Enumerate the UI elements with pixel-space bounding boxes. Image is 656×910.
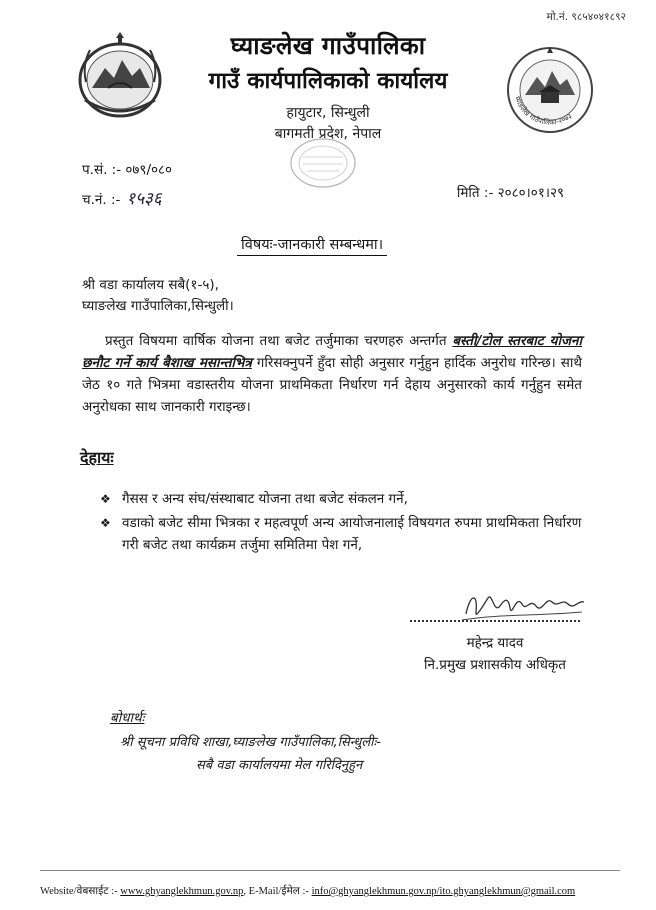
email-link[interactable]: info@ghyanglekhmun.gov.np/ito.ghyanglekhmun@gmail.com [311, 886, 576, 897]
signatory-title: नि.प्रमुख प्रशासकीय अधिकृत [423, 657, 566, 673]
dehay-heading: देहायः [80, 448, 114, 467]
logo-caption: घ्याङलेख गाउँपालिका-२०७३ [513, 95, 574, 127]
signature-line [410, 620, 580, 622]
body-paragraph [82, 330, 582, 418]
list-item-text: वडाको बजेट सीमा भित्रका र महत्वपूर्ण अन्य आयोजनालाई विषयगत रुपमा प्राथमिकता निर्धारण गरी बजेट तथा कार्यक्रम तर्जुमा समितिमा पेश गर्ने, [122, 515, 582, 553]
diamond-bullet-icon: ❖ [100, 492, 111, 506]
signatory-name: महेन्द्र यादव [466, 635, 524, 651]
list-item [100, 488, 590, 510]
recipient-line-1: श्री वडा कार्यालय सबै(१-५), [82, 277, 219, 293]
office-title: घ्याङलेख गाउँपालिका [230, 31, 426, 60]
paragraph-part-1: प्रस्तुत विषयमा वार्षिक योजना तथा बजेट तर्जुमाका चरणहरु अन्तर्गत [105, 333, 453, 349]
address-line-1: हायुटार, सिन्धुली [286, 105, 370, 121]
letter-date: मिति :- २०८०।०१।२९ [456, 185, 564, 201]
dispatch-label: च.नं. :- [82, 192, 121, 208]
diamond-bullet-icon: ❖ [100, 516, 111, 530]
office-stamp-icon [289, 137, 357, 189]
cc-label: बोधार्थः [110, 710, 145, 726]
website-label: Website/वेबसाईट :- [40, 886, 118, 897]
dehay-list [100, 488, 590, 558]
office-subtitle: गाउँ कार्यपालिकाको कार्यालय [208, 68, 448, 94]
email-label: , E-Mail/ईमेल :- [243, 886, 309, 897]
cc-line-1: श्री सूचना प्रविधि शाखा,घ्याङलेख गाउँपालिका,सिन्धुलीः- [120, 735, 381, 750]
website-link[interactable]: www.ghyanglekhmun.gov.np [120, 886, 244, 897]
mobile-number: मो.नं. ९८५४०४१८९२ [546, 11, 626, 23]
recipient-line-2: घ्याङलेख गाउँपालिका,सिन्धुली। [82, 298, 234, 314]
footer-divider [40, 870, 620, 871]
dispatch-number-row [82, 186, 162, 209]
list-item [100, 512, 590, 556]
municipality-logo-icon [505, 45, 595, 135]
dispatch-number: १५३६ [126, 189, 162, 209]
address-line-2: बागमती प्रदेश, नेपाल [274, 126, 382, 142]
reference-number: प.सं. :- ०७९/०८० [82, 162, 173, 178]
paragraph-part-2: गरिसक्नुपर्ने हुँदा सोही अनुसार गर्नुहुन हार्दिक अनुरोध गरिन्छ। साथै जेठ १० गते भित्रमा वडास्तरीय योजना प्राथमिकता निर्धारण गर्न देहाय अनुसारको कार्य गर्नुहुन समेत अनुरोधका साथ जानकारी गराइन्छ। [82, 355, 582, 415]
subject-line: विषयः-जानकारी सम्बन्धमा। [237, 232, 387, 256]
footer-contact [40, 884, 575, 898]
paragraph-emphasis: बस्ती/टोल स्तरबाट योजना छनौट गर्ने कार्य बैशाख मसान्तभित्र [82, 333, 582, 371]
cc-line-2: सबै वडा कार्यालयमा मेल गरिदिनुहुन [196, 758, 363, 773]
list-item-text: गैसस र अन्य संघ/संस्थाबाट योजना तथा बजेट संकलन गर्ने, [122, 491, 408, 507]
